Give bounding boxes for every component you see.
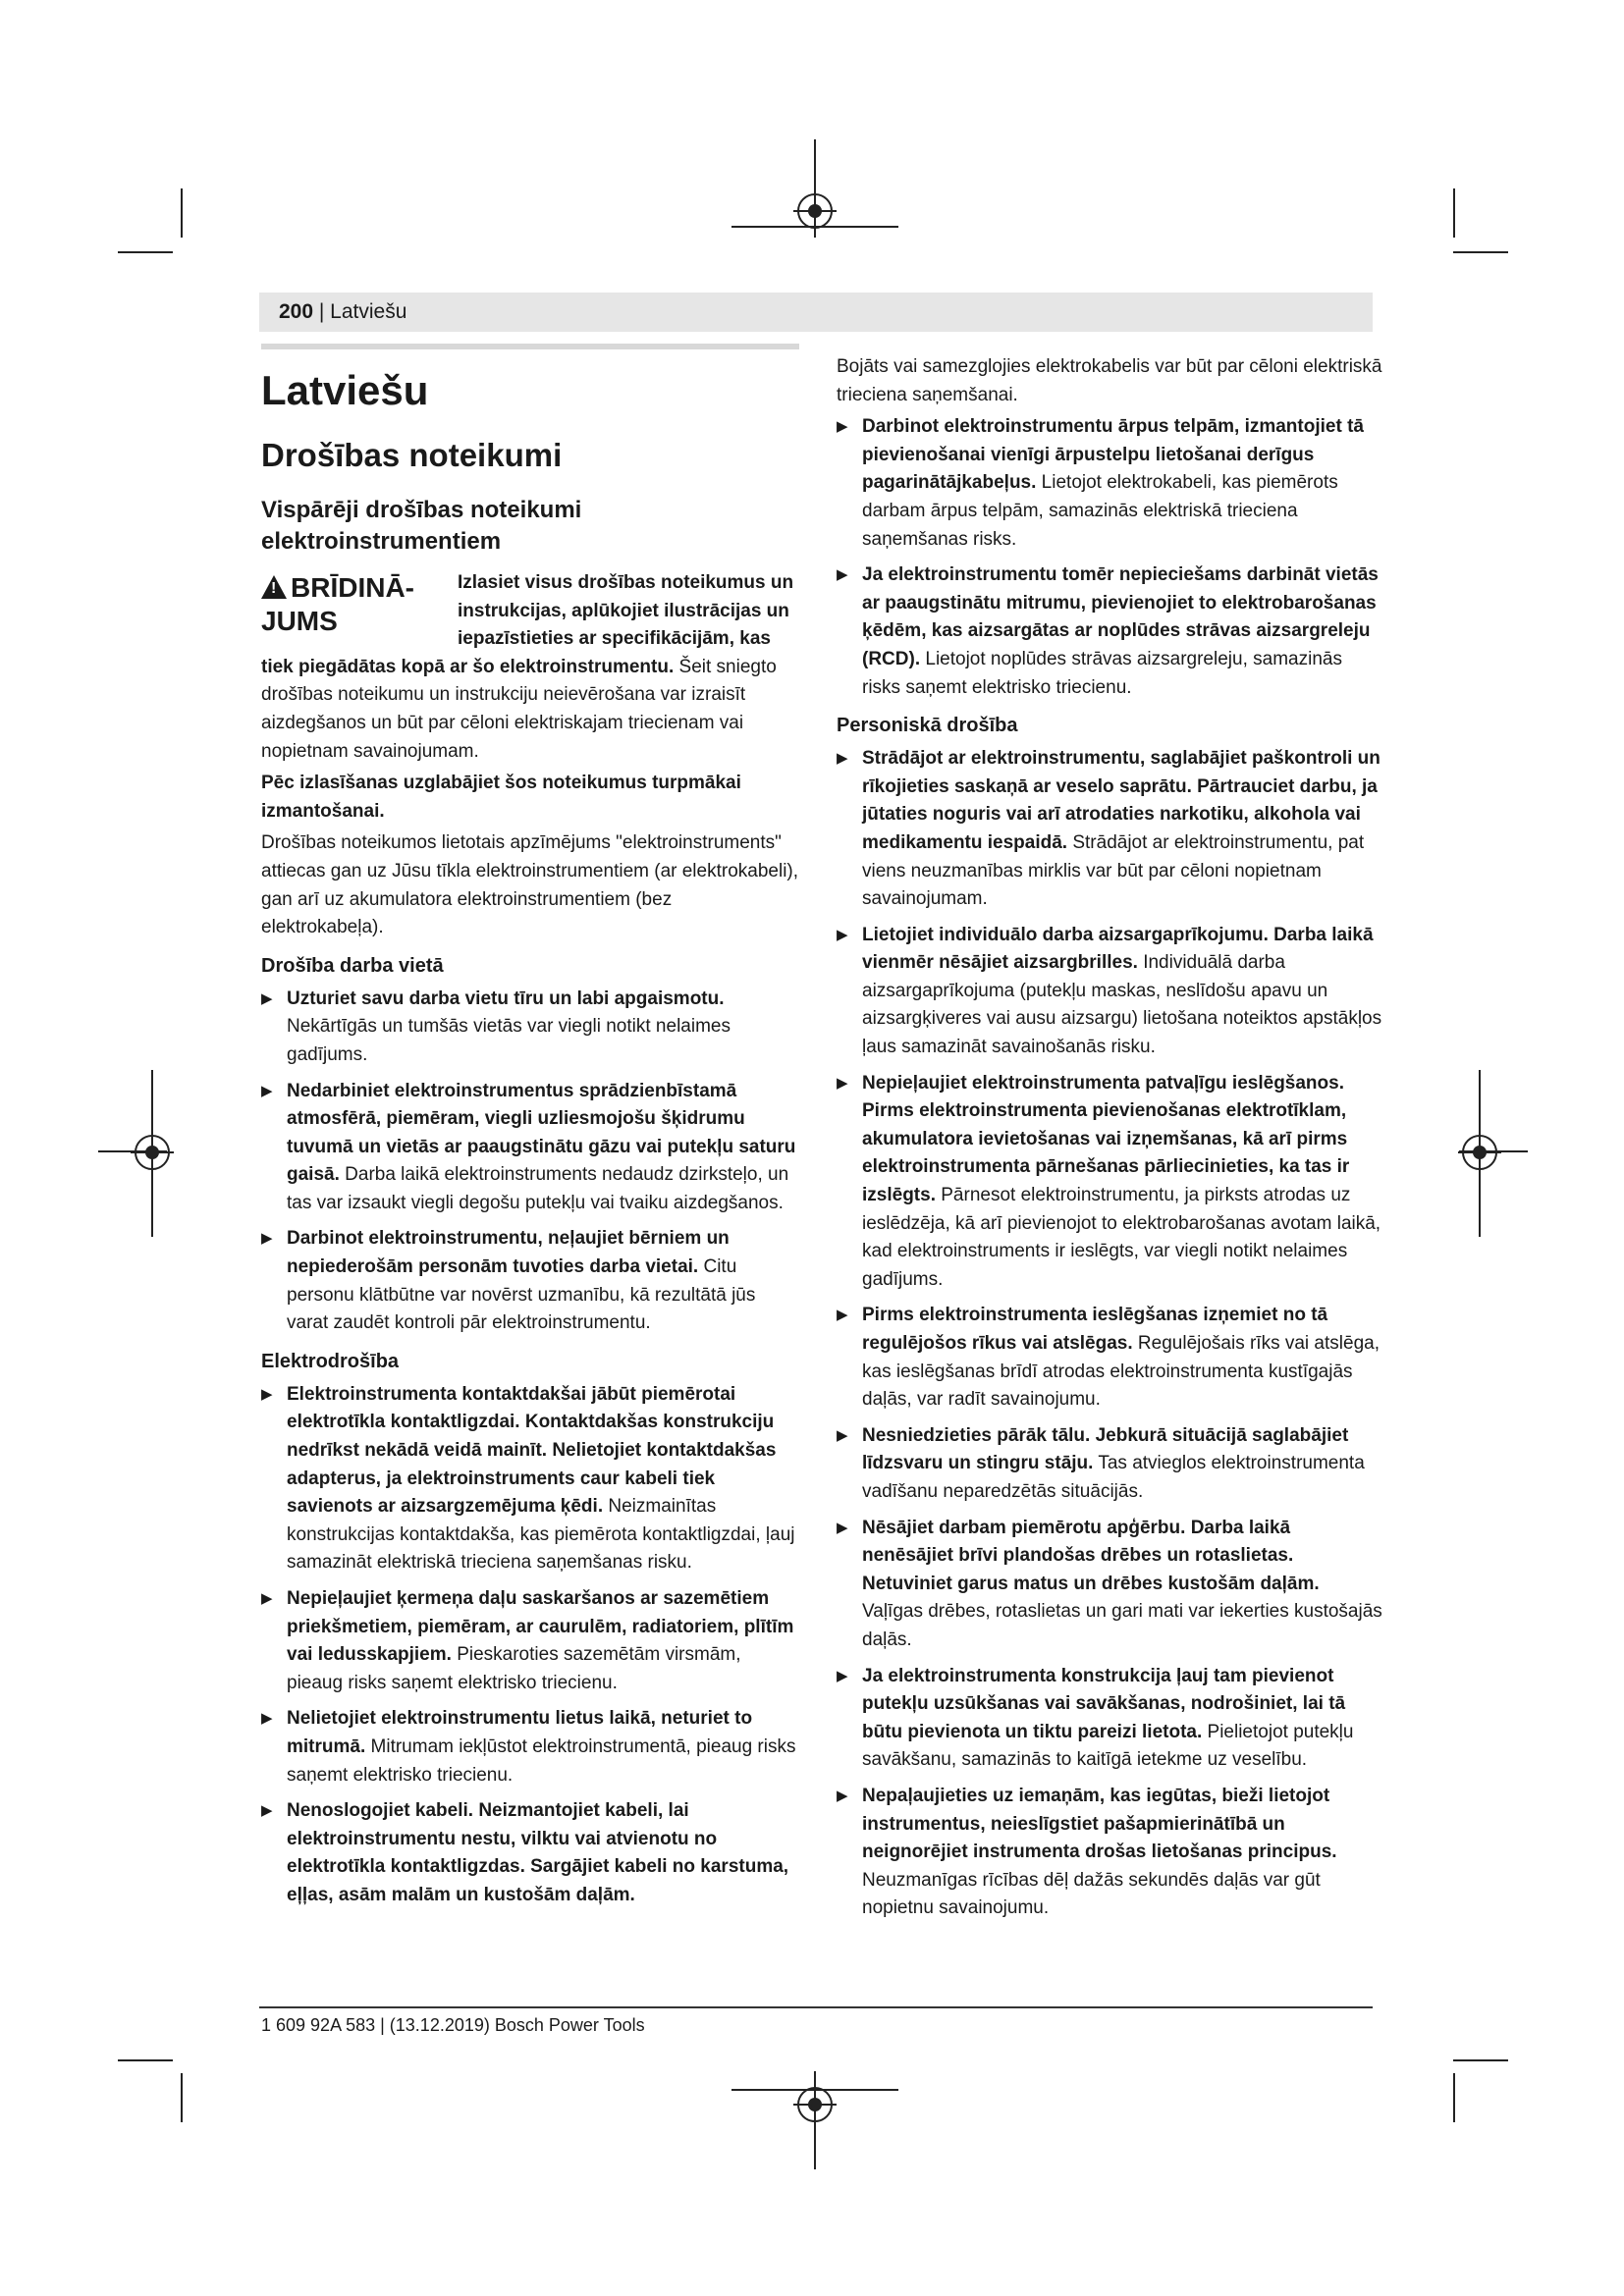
list-item: [837, 1515, 1382, 1655]
subsection-title: Vispārēji drošības noteikumi elektroinstrumentiem: [261, 497, 582, 555]
list-item-text: Pielietojot putekļu savākšanu, samazinās to kaitīgā ietekme uz veselību.: [862, 1721, 1354, 1771]
header-separator: |: [313, 300, 331, 323]
electrical-list-continued: [837, 413, 1382, 702]
work-area-list: [261, 986, 799, 1338]
crop-mark: [1453, 251, 1508, 253]
warning-label-box: [261, 571, 458, 638]
continuation-text: Bojāts vai samezglojies elektrokabelis var būt par cēloni elektriskā trieciena saņemšanai.: [837, 356, 1382, 405]
list-item-text: Vaļīgas drēbes, rotaslietas un gari mati var iekerties kustošajās daļās.: [862, 1601, 1382, 1650]
list-item-bold: Nēsājiet darbam piemērotu apģērbu. Darba laikā nenēsājiet brīvi plandošas drēbes un rotaslietas. Netuviniet garus matus un drēbes kustošām daļām.: [862, 1517, 1320, 1594]
electrical-heading: Elektrodrošība: [261, 1350, 400, 1372]
list-item-bold: Ja elektroinstrumentu tomēr nepieciešams darbināt vietās ar paaugstinātu mitrumu, pievienojiet to elektrobarošanas ķēdēm, kas aizsargātas ar noplūdes strāvas aizsargreleju (RCD).: [862, 564, 1379, 669]
page-number: 200: [279, 300, 314, 323]
list-item-text: Nekārtīgās un tumšās vietās var viegli notikt nelaimes gadījums.: [287, 1016, 731, 1065]
list-item-bold: Nesniedzieties pārāk tālu. Jebkurā situācijā saglabājiet līdzsvaru un stingru stāju.: [862, 1424, 1349, 1474]
header-language: Latviešu: [330, 300, 407, 323]
list-item: [837, 1663, 1382, 1775]
list-item-text: Pieskaroties sazemētām virsmām, pieaug risks saņemt elektrisko triecienu.: [287, 1644, 741, 1693]
work-area-heading: Drošība darba vietā: [261, 954, 444, 977]
right-column: [837, 353, 1382, 1931]
list-item-bold: Uzturiet savu darba vietu tīru un labi apgaismotu.: [287, 988, 725, 1009]
list-item-text: Tas atvieglos elektroinstrumenta vadīšanu neparedzētās situācijās.: [862, 1453, 1365, 1502]
crop-mark: [118, 251, 173, 253]
list-item-text: Mitrumam iekļūstot elektroinstrumentā, pieaug risks saņemt elektrisko triecienu.: [287, 1735, 796, 1786]
list-item-text: Pārnesot elektroinstrumentu, ja pirksts atrodas uz ieslēdzēja, kā arī pievienojot to elektrobarošanas avotam laikā, kad elektroinstruments ir ieslēgts, var viegli notikt nelaimes gadījums.: [862, 1185, 1381, 1290]
list-item: [837, 1422, 1382, 1507]
registration-mark-icon: [1462, 1135, 1497, 1170]
list-item-bold: Pirms elektroinstrumenta ieslēgšanas izņemiet no tā regulējošos rīkus vai atslēgas.: [862, 1305, 1328, 1354]
crop-mark: [181, 2073, 183, 2122]
crop-mark: [1453, 188, 1455, 238]
list-item-bold: Nedarbiniet elektroinstrumentus sprādzienbīstamā atmosfērā, piemēram, viegli uzliesmojošu šķidrumu tuvumā un vietās ar paaugstinātu gāzu vai putekļu saturu gaisā.: [287, 1080, 796, 1186]
list-item-text: Regulējošais rīks vai atslēga, kas ieslēgšanas brīdī atrodas elektroinstrumenta kustīgajās daļās, var radīt savainojumu.: [862, 1333, 1380, 1411]
list-item-bold: Ja elektroinstrumenta konstrukcija ļauj tam pievienot putekļu uzsūkšanas vai savākšanas, nodrošiniet, lai tā būtu pievienota un tiktu pareizi lietota.: [862, 1665, 1346, 1742]
list-item: [837, 922, 1382, 1062]
list-item-text: Lietojot elektrokabeli, kas piemērots darbam ārpus telpām, samazinās elektriskā trieciena saņemšanas risks.: [862, 472, 1338, 550]
list-item: [261, 1381, 799, 1577]
section-title: Drošības noteikumi: [261, 437, 563, 473]
list-item-bold: Strādājot ar elektroinstrumentu, saglabājiet paškontroli un rīkojieties saskaņā ar veselo saprātu. Pārtrauciet darbu, ja jūtaties noguris vai arī atrodaties narkotiku, alkohola vai medikamentu iespaidā.: [862, 748, 1380, 853]
definition-text: Drošības noteikumos lietotais apzīmējums "elektroinstruments" attiecas gan uz Jūsu tīkla elektroinstrumentiem (ar elektrokabeli), gan arī uz akumulatora elektroinstrumentiem (bez elektrokabeļa).: [261, 832, 799, 938]
list-item: [837, 1783, 1382, 1923]
list-item-bold: Elektroinstrumenta kontaktdakšai jābūt piemērotai elektrotīkla kontaktligzdai. Kontaktdakšas konstrukciju nedrīkst nekādā veidā mainīt. Nelietojiet kontaktdakšas adapterus, ja elektroinstruments caur kabeli tiek savienots ar aizsargzemējuma ķēdi.: [287, 1383, 777, 1518]
list-item-text: Lietojot noplūdes strāvas aizsargreleju, samazinās risks saņemt elektrisko triecienu.: [862, 648, 1342, 698]
list-item-text: Strādājot ar elektroinstrumentu, pat viens neuzmanības mirklis var būt par cēloni nopietnam savainojumam.: [862, 831, 1365, 910]
page-header-bar: [259, 293, 1373, 332]
list-item-bold: Darbinot elektroinstrumentu, neļaujiet bērniem un nepiederošām personām tuvoties darba vietai.: [287, 1228, 730, 1278]
page-footer: 1 609 92A 583 | (13.12.2019) Bosch Power Tools: [261, 2015, 645, 2035]
list-item: [837, 745, 1382, 914]
crop-mark: [1453, 2073, 1455, 2122]
warning-block: [261, 569, 799, 766]
warning-bold-text: Izlasiet visus drošības noteikumus un instrukcijas, aplūkojiet ilustrācijas un iepazīstieties ar specifikācijām, kas tiek piegādātas kopā ar šo elektroinstrumentu.: [261, 572, 794, 677]
list-item-text: Neuzmanīgas rīcības dēļ dažās sekundēs daļās var gūt nopietnu savainojumu.: [862, 1869, 1321, 1919]
crop-mark: [1453, 2059, 1508, 2061]
list-item-bold: Nepieļaujiet ķermeņa daļu saskaršanos ar sazemētiem priekšmetiem, piemēram, ar caurulēm, radiatoriem, plītīm vai ledusskapjiem.: [287, 1588, 794, 1666]
registration-mark-icon: [797, 193, 833, 229]
electrical-list: [261, 1381, 799, 1910]
registration-mark-icon: [797, 2087, 833, 2122]
list-item: [261, 1705, 799, 1789]
warning-triangle-icon: !: [261, 575, 287, 599]
page-title: Latviešu: [261, 367, 429, 413]
crop-mark: [118, 2059, 173, 2061]
list-item: [261, 1078, 799, 1218]
page-header: [279, 298, 406, 326]
list-item-text: Individuālā darba aizsargaprīkojuma (putekļu maskas, neslīdošu apavu un aizsargķiveres vai ausu aizsargu) lietošana noteiktos apstākļos ļaus samazināt savainošanās risku.: [862, 952, 1382, 1058]
list-item-bold: Nepieļaujiet elektroinstrumenta patvaļīgu ieslēgšanos. Pirms elektroinstrumenta pievienošanas elektrotīklam, akumulatora ievietošanas vai izņemšanas, kā arī pirms elektroinstrumenta pārnešanas pārliecinieties, ka tas ir izslēgts.: [862, 1072, 1350, 1206]
list-item-bold: Darbinot elektroinstrumentu ārpus telpām, izmantojiet tā pievienošanai vienīgi ārpustelpu lietošanai derīgus pagarinātājkabeļus.: [862, 416, 1364, 494]
warning-body-text: Šeit sniegto drošības noteikumu un instrukciju neievērošana var izraisīt aizdegšanos un būt par cēloni elektriskajam triecienam vai nopietnam savainojumam.: [261, 656, 777, 762]
warning-label: BRĪDINĀ-JUMS: [261, 572, 414, 636]
title-rule: [261, 344, 799, 349]
footer-rule: [259, 2006, 1373, 2008]
list-item-bold: Lietojiet individuālo darba aizsargaprīkojumu. Darba laikā vienmēr nēsājiet aizsargbrilles.: [862, 924, 1374, 974]
keep-instructions: Pēc izlasīšanas uzglabājiet šos noteikumus turpmākai izmantošanai.: [261, 773, 741, 822]
crop-mark: [181, 188, 183, 238]
list-item: [837, 561, 1382, 702]
personal-safety-list: [837, 745, 1382, 1923]
list-item: [261, 1585, 799, 1697]
registration-mark-icon: [135, 1135, 170, 1170]
list-item-text: Darba laikā elektroinstruments nedaudz dzirksteļo, un tas var izsaukt viegli degošu putekļu vai tvaiku aizdegšanos.: [287, 1164, 789, 1213]
personal-safety-heading: Personiskā drošība: [837, 715, 1018, 737]
list-item-bold: Nepaļaujieties uz iemaņām, kas iegūtas, bieži lietojot instrumentus, neieslīgstiet pašapmierinātībā un neignorējiet instrumenta drošas lietošanas principus.: [862, 1785, 1337, 1863]
list-item: [837, 413, 1382, 554]
list-item-bold: Nelietojiet elektroinstrumentu lietus laikā, neturiet to mitrumā.: [287, 1708, 753, 1757]
list-item-text: Citu personu klātbūtne var novērst uzmanību, kā rezultātā jūs varat zaudēt kontroli pār elektroinstrumentu.: [287, 1256, 756, 1334]
list-item-bold: Nenoslogojiet kabeli. Neizmantojiet kabeli, lai elektroinstrumentu nestu, vilktu vai atvienotu no elektrotīkla kontaktligzdas. Sargājiet kabeli no karstuma, eļļas, asām malām un kustošām daļām.: [287, 1800, 789, 1905]
list-item: [837, 1070, 1382, 1295]
left-column: [261, 344, 799, 1918]
list-item: [261, 1225, 799, 1337]
list-item: [837, 1302, 1382, 1414]
list-item: [261, 986, 799, 1070]
list-item: [261, 1797, 799, 1909]
list-item-text: Neizmainītas konstrukcijas kontaktdakša, kas piemērota kontaktligzdai, ļauj samazināt elektriskā trieciena saņemšanas risku.: [287, 1496, 795, 1574]
